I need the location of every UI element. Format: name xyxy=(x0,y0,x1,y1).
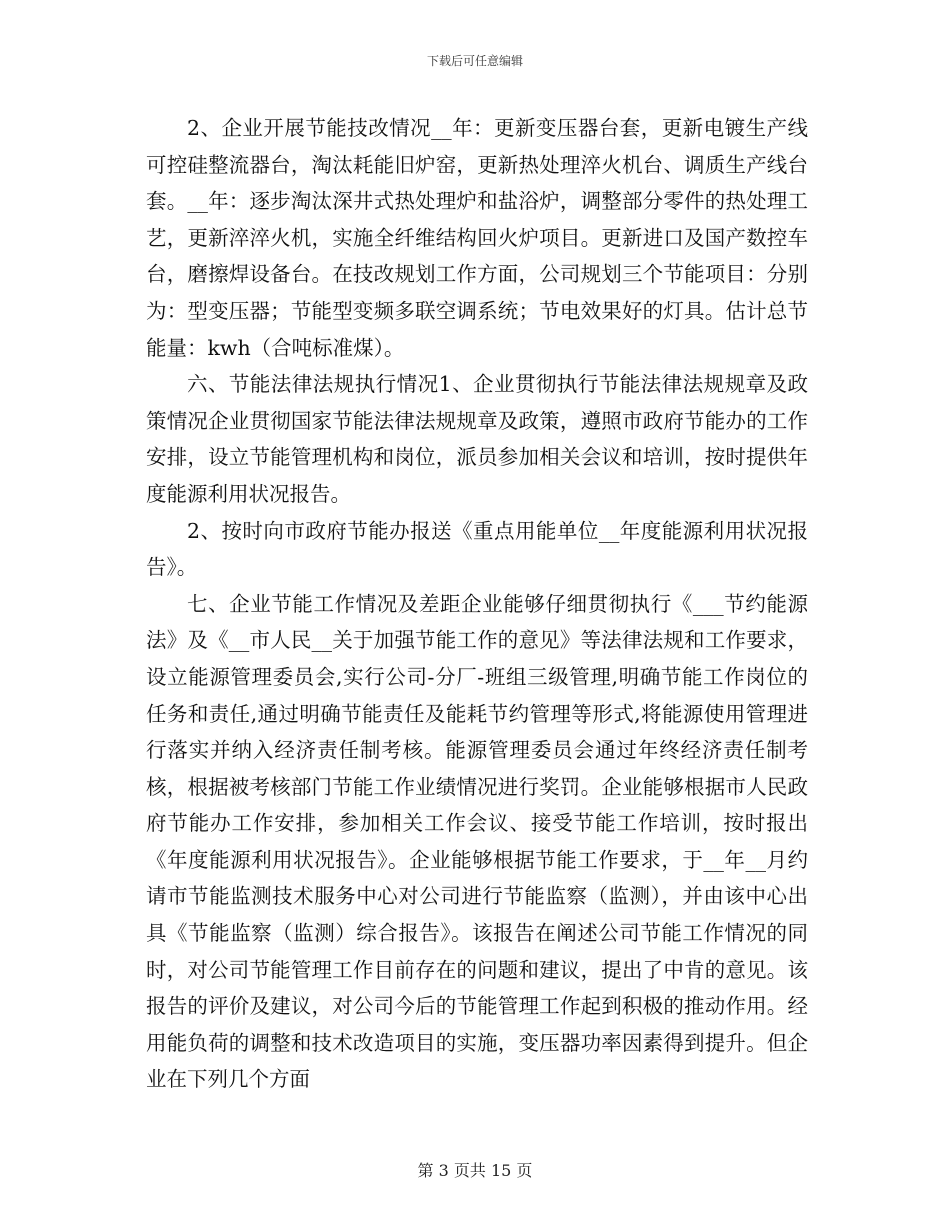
page-header: 下载后可任意编辑 xyxy=(426,54,523,68)
page-number-footer: 第 3 页共 15 页 xyxy=(417,1161,533,1180)
paragraph-energy-work-status: 七、企业节能工作情况及差距企业能够仔细贯彻执行《___节约能源法》及《__市人民__关于加强节能工作的意见》等法律法规和工作要求，设立能源管理委员会,实行公司-分厂-班组三级管理,明确节能工作岗位的任务和责任,通过明确节能责任及能耗节约管理等形式,将能源使用管理进行落实并纳入经济责任制考核。能源管理委员会通过年终经济责任制考核，根据被考核部门节能工作业绩情况进行奖罚。企业能够根据市人民政府节能办工作安排，参加相关工作会议、接受节能工作培训，按时报出《年度能源利用状况报告》。企业能够根据节能工作要求，于__年__月约请市节能监测技术服务中心对公司进行节能监察（监测），并由该中心出具《节能监察（监测）综合报告》。该报告在阐述公司节能工作情况的同时，对公司节能管理工作目前存在的问题和建议，提出了中肯的意见。该报告的评价及建议，对公司今后的节能管理工作起到积极的推动作用。经用能负荷的调整和技术改造项目的实施，变压器功率因素得到提升。但企业在下列几个方面 xyxy=(146,591,808,1092)
body-text xyxy=(146,110,808,1098)
paragraph-report-submission: 2、按时向市政府节能办报送《重点用能单位__年度能源利用状况报告》。 xyxy=(146,518,808,580)
paragraph-law-compliance: 六、节能法律法规执行情况1、企业贯彻执行节能法律法规规章及政策情况企业贯彻国家节能法律法规规章及政策，遵照市政府节能办的工作安排，设立节能管理机构和岗位，派员参加相关会议和培训，按时提供年度能源利用状况报告。 xyxy=(146,372,808,506)
paragraph-tech-upgrade: 2、企业开展节能技改情况__年：更新变压器台套，更新电镀生产线可控硅整流器台，淘汰耗能旧炉窑，更新热处理淬火机台、调质生产线台套。__年：逐步淘汰深井式热处理炉和盐浴炉，调整部分零件的热处理工艺，更新淬淬火机，实施全纤维结构回火炉项目。更新进口及国产数控车台，磨擦焊设备台。在技改规划工作方面，公司规划三个节能项目：分别为：型变压器；节能型变频多联空调系统；节电效果好的灯具。估计总节能量：kwh（合吨标准煤）。 xyxy=(146,116,808,360)
